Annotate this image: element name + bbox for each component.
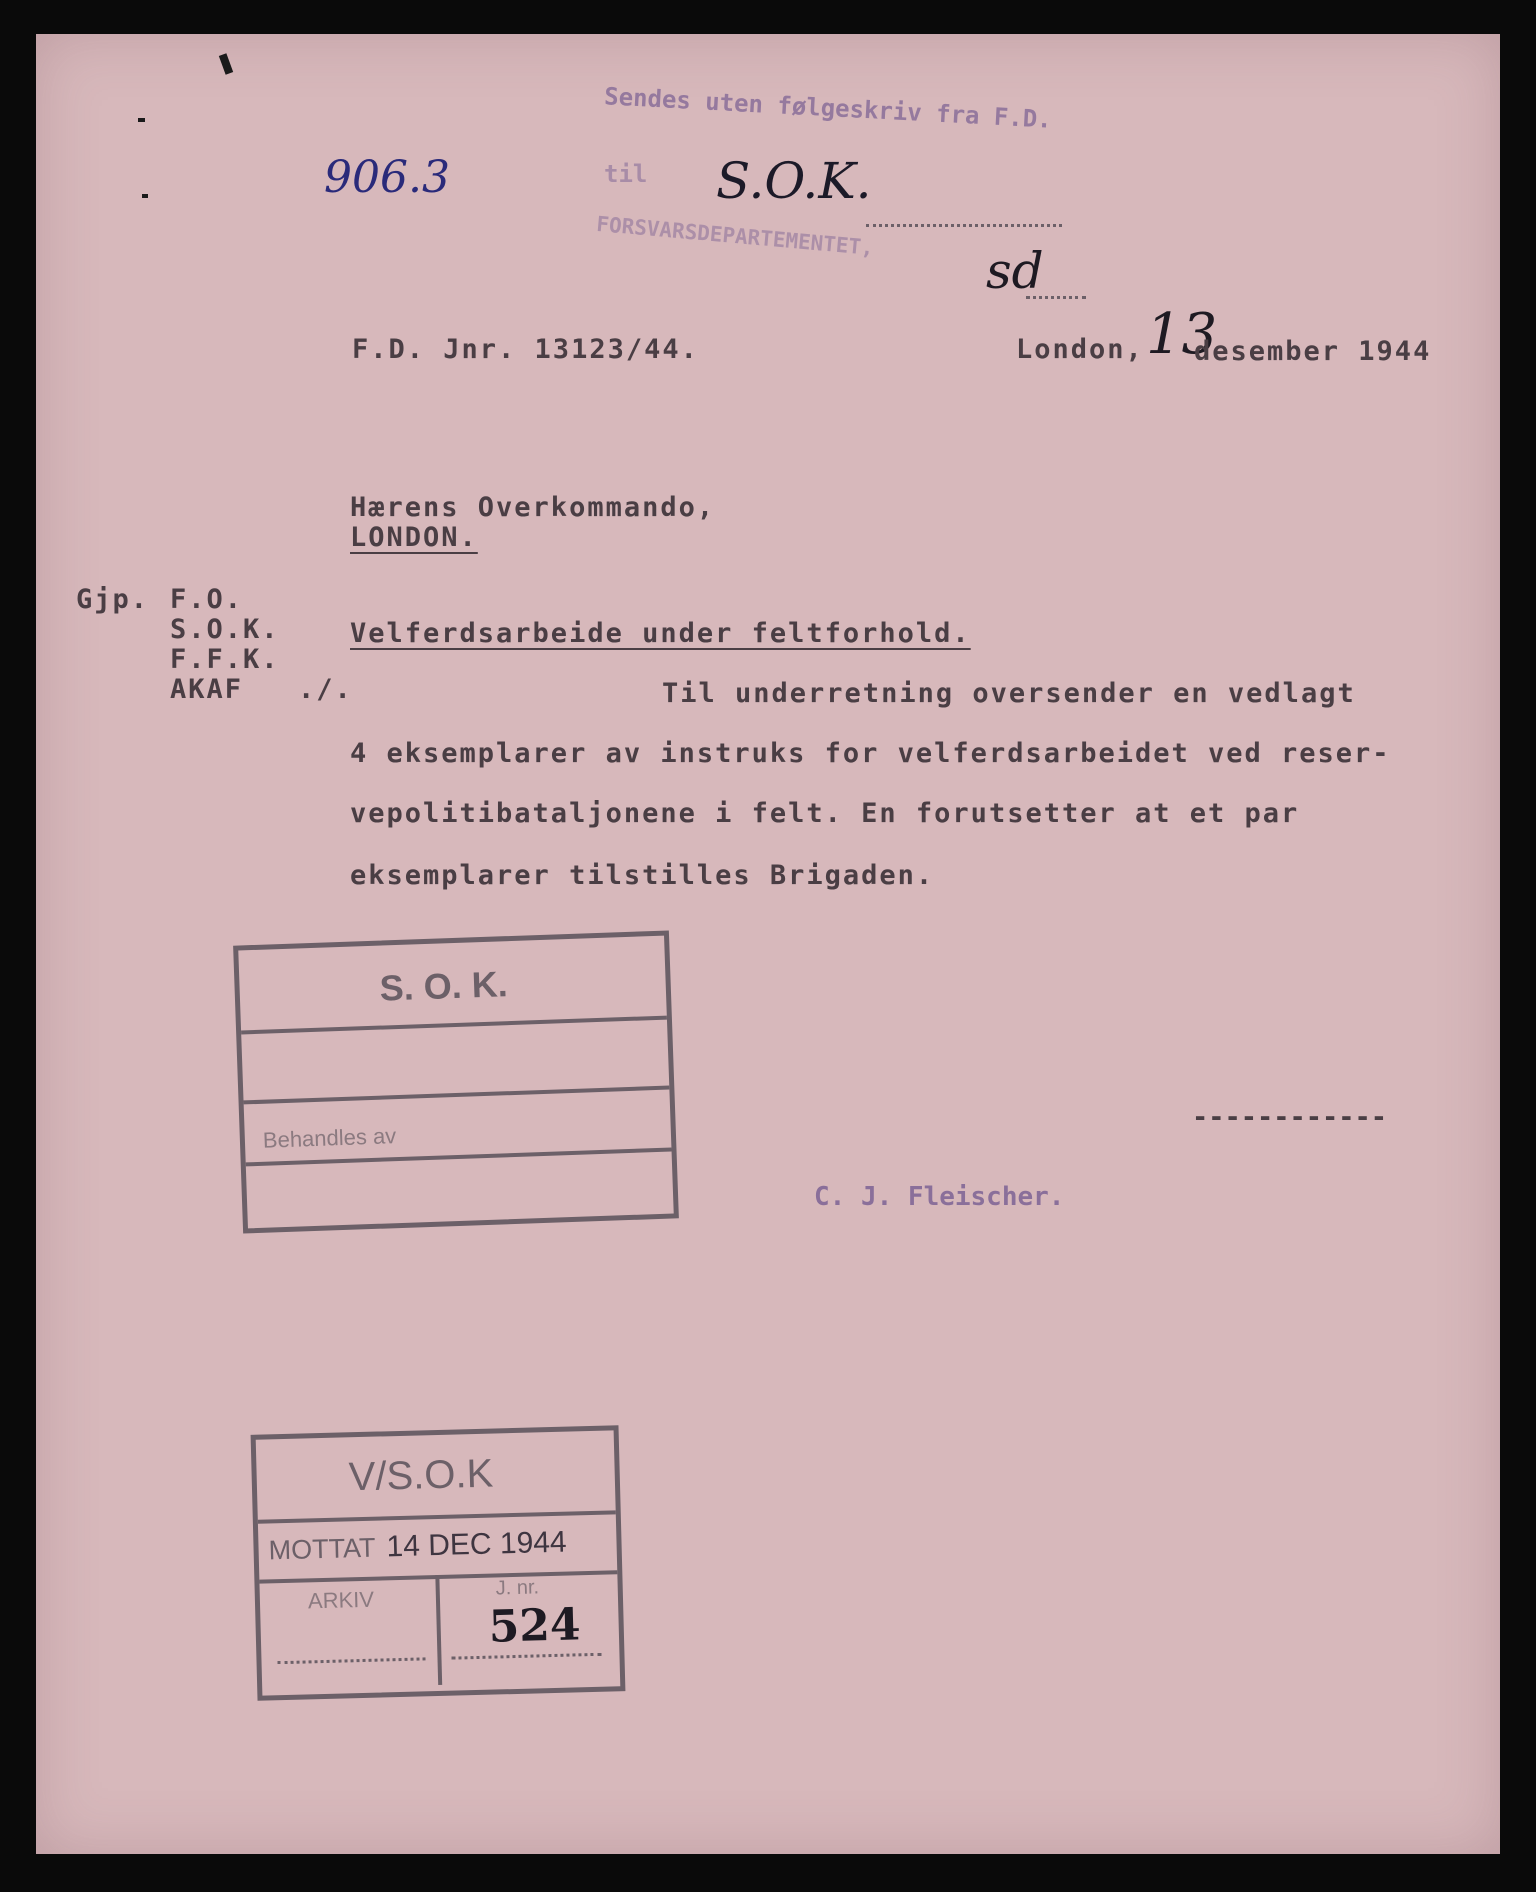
signatory-name: C. J. Fleischer. (814, 1182, 1065, 1212)
received-stamp (251, 1425, 626, 1701)
received-date: 14 DEC 1944 (386, 1525, 568, 1564)
sok-stamp (233, 930, 679, 1233)
letter-place: London, (1016, 334, 1144, 365)
copies-label: Gjp. (76, 584, 150, 615)
sok-stamp-divider (241, 1016, 667, 1035)
addressee-name: Hærens Overkommando, (350, 492, 716, 523)
copy-recipient: S.O.K. (170, 614, 280, 645)
enclosure-mark: ./. (298, 674, 353, 705)
jnr-value: 524 (488, 1599, 582, 1653)
archive-dots (278, 1657, 426, 1664)
sok-stamp-title: S. O. K. (378, 963, 509, 1009)
received-stamp-title: V/S.O.K (348, 1451, 494, 1500)
body-line: vepolitibataljonene i felt. En forutsetter at et par (350, 798, 1300, 829)
forwarding-stamp-line2: til (604, 160, 648, 188)
initials-handwritten: sd (986, 242, 1044, 300)
received-label: MOTTAT (268, 1532, 376, 1566)
received-stamp-column-divider (435, 1575, 442, 1685)
copy-recipient: F.F.K. (170, 644, 280, 675)
body-line: Til underretning oversender en vedlagt (662, 678, 1356, 709)
forwarding-stamp-line1: Sendes uten følgeskriv fra F.D. (603, 82, 1053, 134)
forwarding-stamp-line3: FORSVARSDEPARTEMENTET, (595, 211, 875, 261)
letter-date: desember 1944 (1194, 336, 1432, 367)
jnr-label: J. nr. (495, 1576, 540, 1600)
document-page (36, 34, 1500, 1854)
letter-day-handwritten: 13 (1146, 302, 1218, 367)
signature-rule: ------------ (1192, 1102, 1388, 1133)
subject-line: Velferdsarbeide under feltforhold. (350, 618, 971, 649)
file-number: 906.3 (324, 152, 450, 203)
received-stamp-divider (258, 1510, 616, 1523)
jnr-dots (451, 1653, 601, 1660)
addressee-city: LONDON. (350, 522, 478, 553)
recipient-handwritten: S.O.K. (716, 152, 872, 210)
scan-mark (219, 53, 233, 75)
forwarding-stamp-dots (866, 224, 1062, 227)
body-line: 4 eksemplarer av instruks for velferdsarbeidet ved reser- (350, 738, 1391, 769)
body-line: eksemplarer tilstilles Brigaden. (350, 860, 935, 891)
initials-dots (1026, 296, 1086, 299)
sok-stamp-row-label: Behandles av (262, 1123, 397, 1153)
copy-recipient: F.O. (170, 584, 244, 615)
copy-recipient: AKAF (170, 674, 244, 705)
scan-mark (138, 118, 145, 122)
journal-number: F.D. Jnr. 13123/44. (352, 334, 699, 365)
scan-mark (142, 194, 148, 198)
sok-stamp-divider (244, 1086, 670, 1105)
archive-label: ARKIV (307, 1586, 375, 1614)
